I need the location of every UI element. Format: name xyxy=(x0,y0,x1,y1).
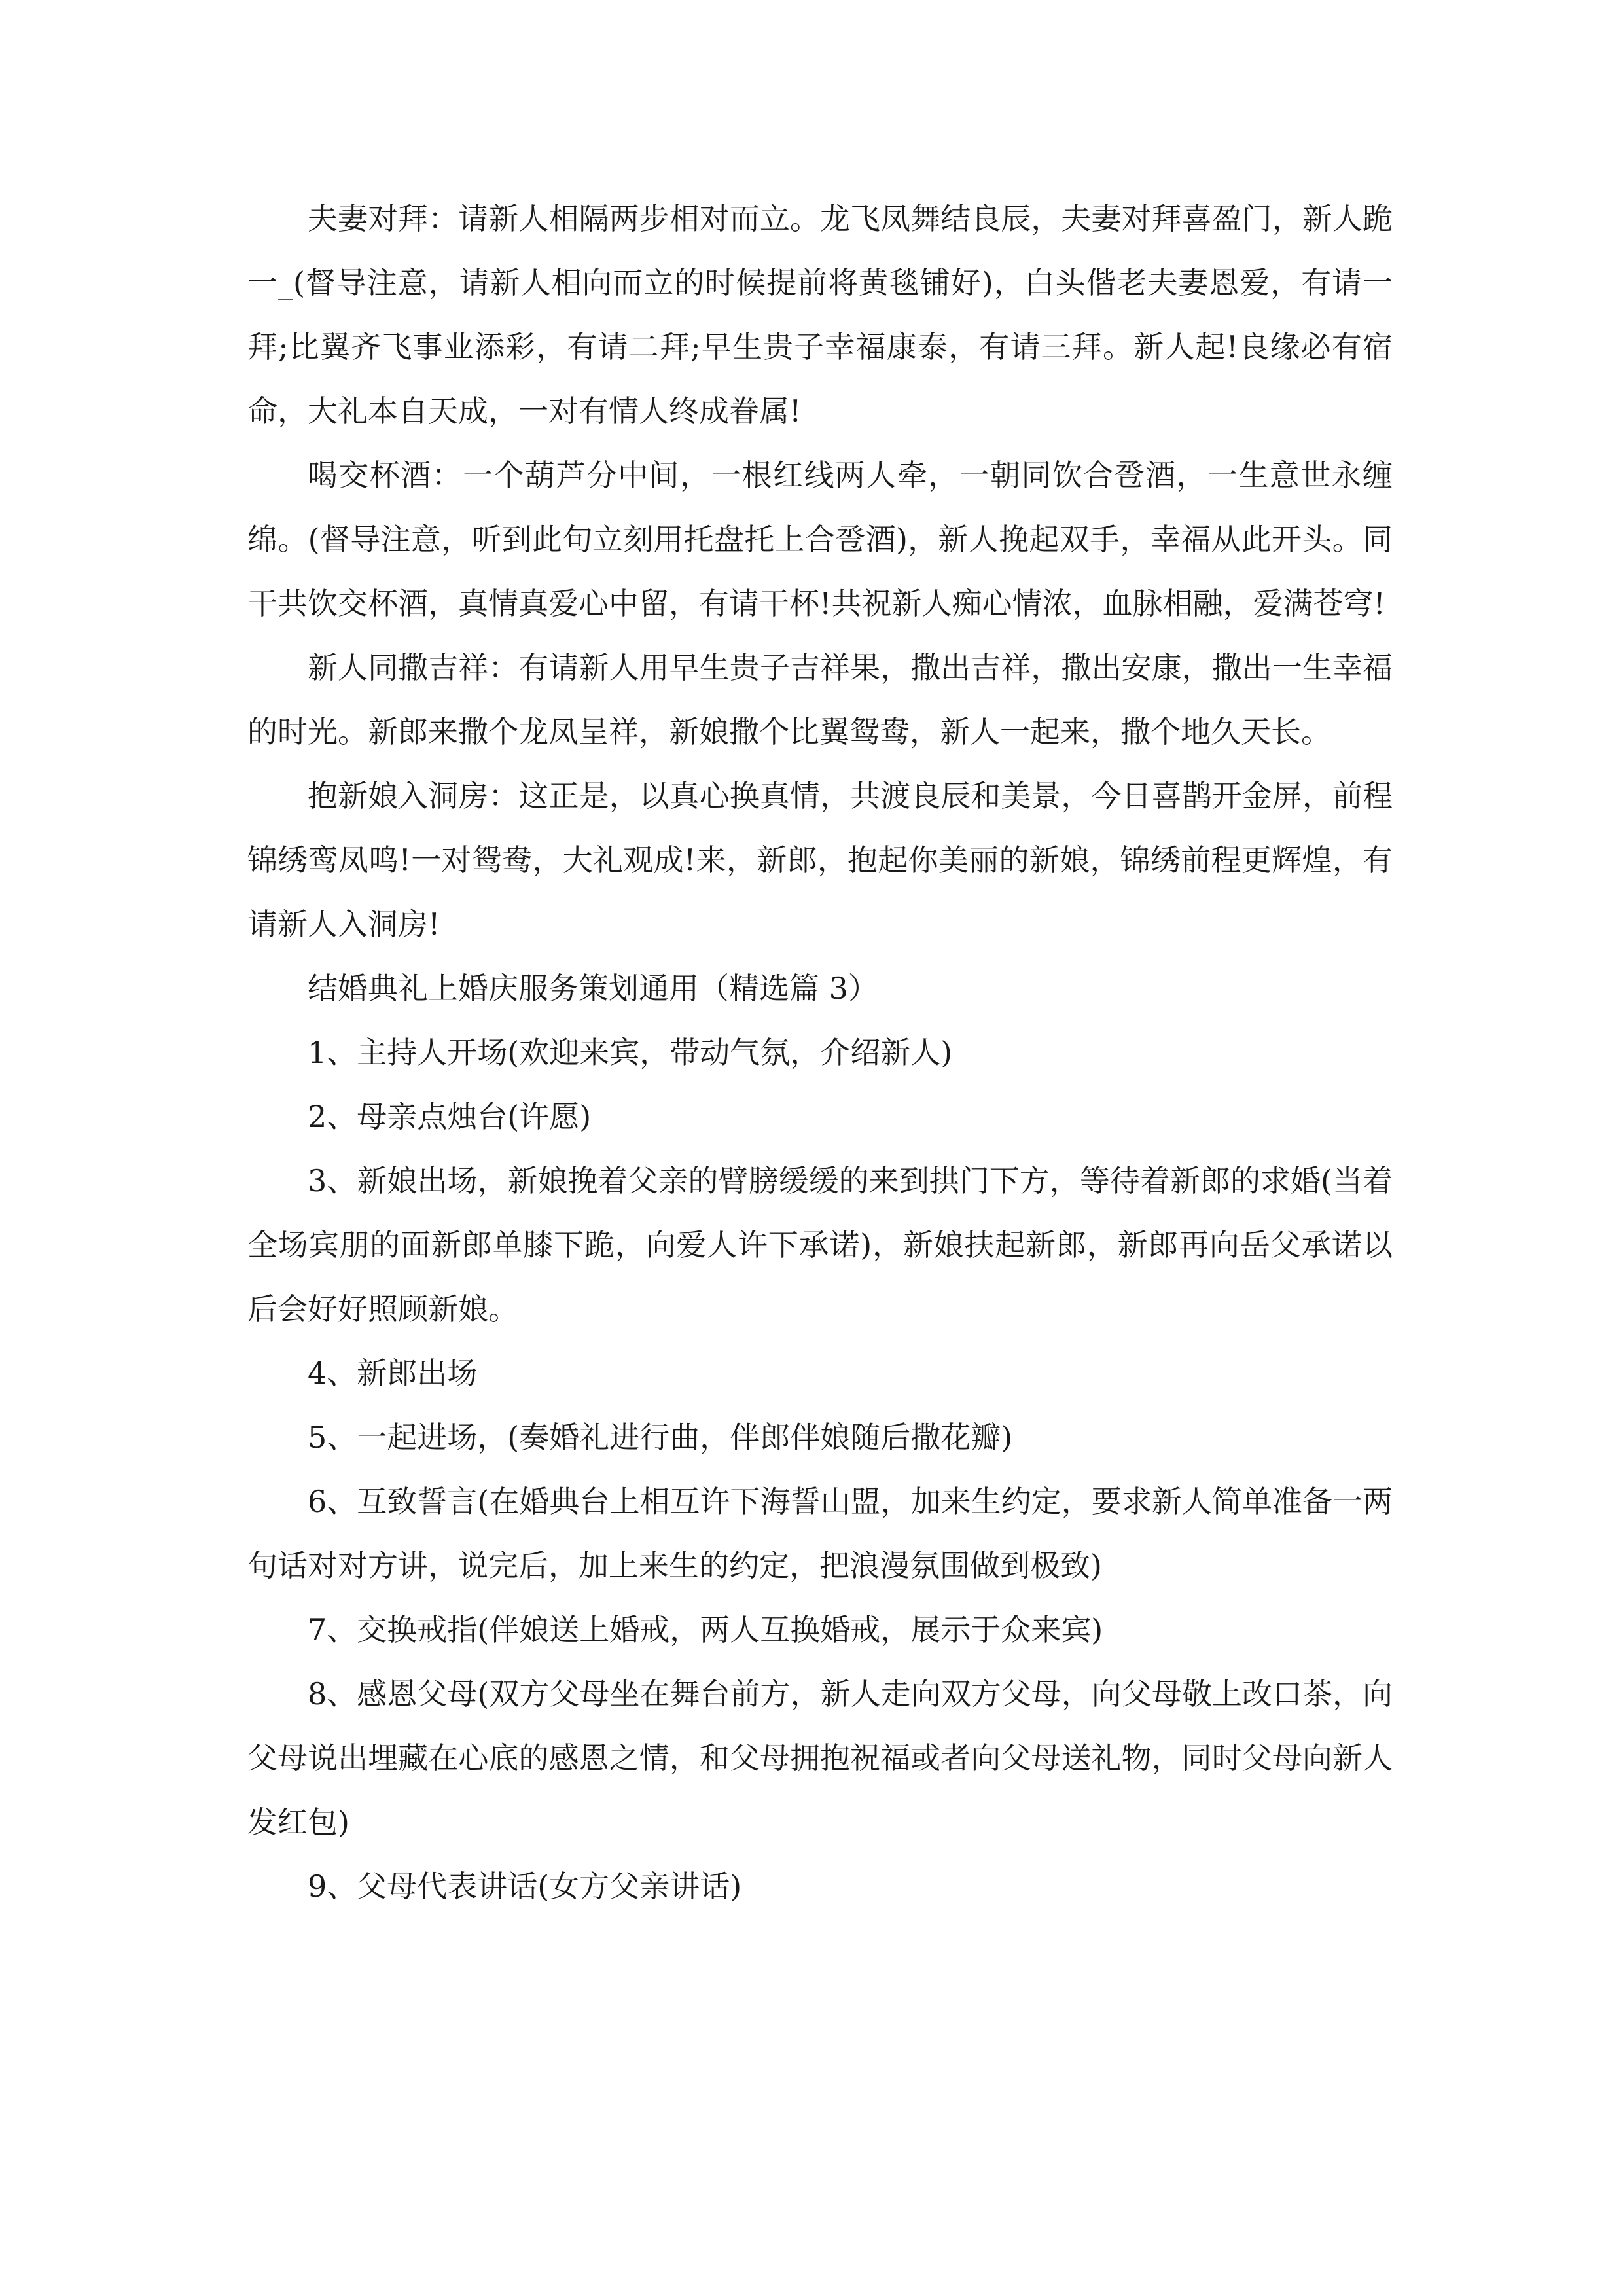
list-item: 8、感恩父母(双方父母坐在舞台前方，新人走向双方父母，向父母敬上改口茶，向父母说出埋藏在心底的感恩之情，和父母拥抱祝福或者向父母送礼物，同时父母向新人发红包) xyxy=(247,1676,1393,1840)
document-body xyxy=(247,187,1393,1918)
list-item: 1、主持人开场(欢迎来宾，带动气氛，介绍新人) xyxy=(308,1035,953,1070)
list-item: 6、互致誓言(在婚典台上相互许下海誓山盟，加来生约定，要求新人简单准备一两句话对对方讲，说完后，加上来生的约定，把浪漫氛围做到极致) xyxy=(247,1484,1393,1583)
list-item: 2、母亲点烛台(许愿) xyxy=(308,1099,592,1134)
list-item: 9、父母代表讲话(女方父亲讲话) xyxy=(308,1869,742,1904)
list-item: 3、新娘出场，新娘挽着父亲的臂膀缓缓的来到拱门下方，等待着新郎的求婚(当着全场宾朋的面新郎单膝下跪，向爱人许下承诺)，新娘扶起新郎，新郎再向岳父承诺以后会好好照顾新娘。 xyxy=(247,1163,1393,1327)
list-item: 4、新郎出场 xyxy=(308,1355,478,1391)
list-item: 7、交换戒指(伴娘送上婚戒，两人互换婚戒，展示于众来宾) xyxy=(308,1612,1103,1647)
section-heading: 结婚典礼上婚庆服务策划通用（精选篇 3） xyxy=(308,971,878,1006)
paragraph-scatter: 新人同撒吉祥：有请新人用早生贵子吉祥果，撒出吉祥，撒出安康，撒出一生幸福的时光。新郎来撒个龙凤呈祥，新娘撒个比翼鸳鸯，新人一起来，撒个地久天长。 xyxy=(247,650,1393,749)
paragraph-bridal-chamber: 抱新娘入洞房：这正是，以真心换真情，共渡良辰和美景，今日喜鹊开金屏，前程锦绣鸾凤鸣!一对鸳鸯，大礼观成!来，新郎，抱起你美丽的新娘，锦绣前程更辉煌，有请新人入洞房! xyxy=(247,778,1393,942)
list-item: 5、一起进场，(奏婚礼进行曲，伴郎伴娘随后撒花瓣) xyxy=(308,1420,1013,1455)
paragraph-wine: 喝交杯酒：一个葫芦分中间，一根红线两人牵，一朝同饮合卺酒，一生意世永缠绵。(督导注意，听到此句立刻用托盘托上合卺酒)，新人挽起双手，幸福从此开头。同干共饮交杯酒，真情真爱心中留，有请干杯!共祝新人痴心情浓，血脉相融，爱满苍穹! xyxy=(247,457,1393,621)
paragraph-bow: 夫妻对拜：请新人相隔两步相对而立。龙飞凤舞结良辰，夫妻对拜喜盈门，新人跪一_(督导注意，请新人相向而立的时候提前将黄毯铺好)，白头偕老夫妻恩爱，有请一拜;比翼齐飞事业添彩，有请二拜;早生贵子幸福康泰，有请三拜。新人起!良缘必有宿命，大礼本自天成，一对有情人终成眷属! xyxy=(247,201,1393,429)
